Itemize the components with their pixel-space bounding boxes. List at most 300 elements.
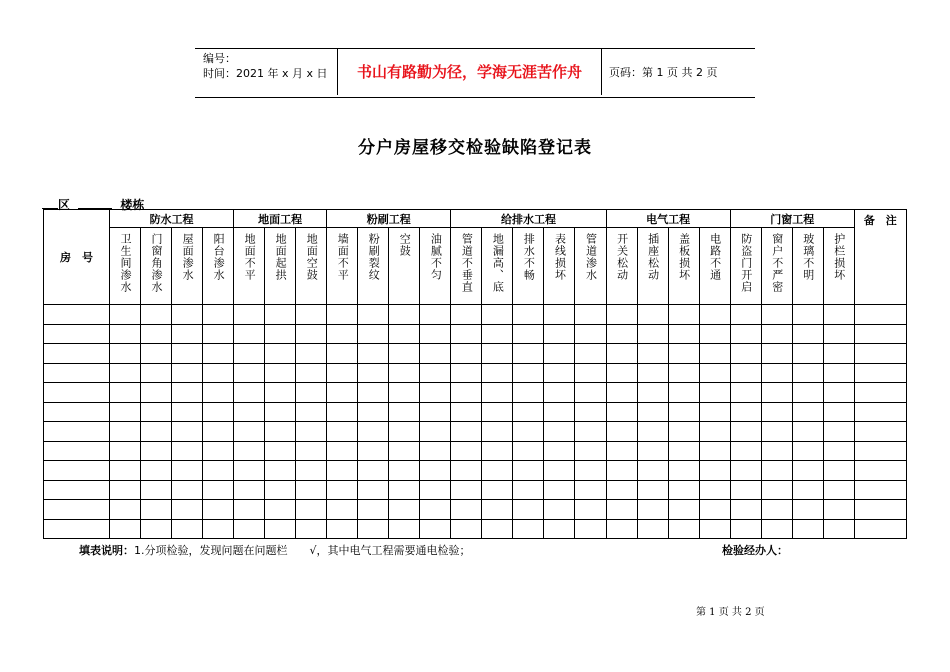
table-cell[interactable] xyxy=(482,305,513,325)
table-cell[interactable] xyxy=(544,441,575,461)
table-cell[interactable] xyxy=(110,402,141,422)
table-cell[interactable] xyxy=(792,461,823,481)
table-cell[interactable] xyxy=(44,383,110,403)
table-cell[interactable] xyxy=(482,363,513,383)
table-cell[interactable] xyxy=(513,519,544,539)
table-cell[interactable] xyxy=(44,305,110,325)
table-cell[interactable] xyxy=(389,363,420,383)
table-cell[interactable] xyxy=(234,480,265,500)
table-cell[interactable] xyxy=(358,344,389,364)
table-cell[interactable] xyxy=(482,344,513,364)
table-cell[interactable] xyxy=(606,441,637,461)
table-cell[interactable] xyxy=(420,480,451,500)
table-cell[interactable] xyxy=(482,519,513,539)
table-cell[interactable] xyxy=(451,324,482,344)
table-cell[interactable] xyxy=(451,402,482,422)
table-cell[interactable] xyxy=(668,383,699,403)
table-cell[interactable] xyxy=(513,500,544,520)
table-cell[interactable] xyxy=(203,500,234,520)
table-cell[interactable] xyxy=(761,519,792,539)
table-cell[interactable] xyxy=(420,422,451,442)
table-cell[interactable] xyxy=(668,344,699,364)
table-cell[interactable] xyxy=(668,402,699,422)
table-cell[interactable] xyxy=(637,500,668,520)
table-cell[interactable] xyxy=(668,519,699,539)
table-cell[interactable] xyxy=(575,324,606,344)
table-cell[interactable] xyxy=(110,500,141,520)
table-cell[interactable] xyxy=(668,363,699,383)
table-cell[interactable] xyxy=(668,480,699,500)
table-cell[interactable] xyxy=(265,519,296,539)
table-cell[interactable] xyxy=(296,324,327,344)
table-cell[interactable] xyxy=(265,344,296,364)
table-cell[interactable] xyxy=(389,402,420,422)
table-cell[interactable] xyxy=(823,500,854,520)
table-cell[interactable] xyxy=(792,500,823,520)
table-cell[interactable] xyxy=(141,383,172,403)
table-cell[interactable] xyxy=(327,305,358,325)
table-cell[interactable] xyxy=(637,402,668,422)
table-cell[interactable] xyxy=(606,363,637,383)
table-cell[interactable] xyxy=(110,363,141,383)
table-cell[interactable] xyxy=(234,383,265,403)
table-cell[interactable] xyxy=(482,422,513,442)
table-cell[interactable] xyxy=(668,500,699,520)
table-cell[interactable] xyxy=(44,344,110,364)
table-cell[interactable] xyxy=(110,324,141,344)
table-cell[interactable] xyxy=(265,480,296,500)
table-cell[interactable] xyxy=(854,480,906,500)
table-cell[interactable] xyxy=(296,402,327,422)
table-cell[interactable] xyxy=(544,461,575,481)
table-cell[interactable] xyxy=(358,441,389,461)
table-cell[interactable] xyxy=(637,461,668,481)
table-cell[interactable] xyxy=(110,344,141,364)
table-cell[interactable] xyxy=(761,500,792,520)
table-cell[interactable] xyxy=(358,422,389,442)
table-cell[interactable] xyxy=(327,480,358,500)
table-cell[interactable] xyxy=(172,461,203,481)
table-cell[interactable] xyxy=(637,324,668,344)
table-cell[interactable] xyxy=(606,500,637,520)
table-cell[interactable] xyxy=(265,500,296,520)
table-cell[interactable] xyxy=(792,383,823,403)
table-cell[interactable] xyxy=(420,461,451,481)
table-cell[interactable] xyxy=(761,383,792,403)
table-cell[interactable] xyxy=(420,402,451,422)
table-cell[interactable] xyxy=(358,383,389,403)
table-cell[interactable] xyxy=(854,461,906,481)
table-cell[interactable] xyxy=(823,305,854,325)
table-cell[interactable] xyxy=(110,422,141,442)
table-cell[interactable] xyxy=(482,461,513,481)
table-cell[interactable] xyxy=(823,480,854,500)
table-cell[interactable] xyxy=(854,383,906,403)
table-cell[interactable] xyxy=(854,500,906,520)
table-cell[interactable] xyxy=(854,441,906,461)
table-cell[interactable] xyxy=(389,500,420,520)
table-cell[interactable] xyxy=(730,324,761,344)
table-cell[interactable] xyxy=(265,383,296,403)
table-cell[interactable] xyxy=(699,324,730,344)
table-cell[interactable] xyxy=(327,363,358,383)
table-cell[interactable] xyxy=(420,305,451,325)
table-cell[interactable] xyxy=(668,422,699,442)
table-cell[interactable] xyxy=(203,363,234,383)
table-cell[interactable] xyxy=(761,363,792,383)
table-cell[interactable] xyxy=(234,422,265,442)
table-cell[interactable] xyxy=(389,422,420,442)
table-cell[interactable] xyxy=(730,344,761,364)
table-cell[interactable] xyxy=(792,363,823,383)
table-cell[interactable] xyxy=(544,500,575,520)
table-cell[interactable] xyxy=(358,324,389,344)
table-cell[interactable] xyxy=(420,519,451,539)
table-cell[interactable] xyxy=(606,422,637,442)
table-cell[interactable] xyxy=(389,480,420,500)
table-cell[interactable] xyxy=(172,402,203,422)
table-cell[interactable] xyxy=(141,324,172,344)
table-cell[interactable] xyxy=(730,422,761,442)
table-cell[interactable] xyxy=(544,363,575,383)
table-cell[interactable] xyxy=(44,461,110,481)
table-cell[interactable] xyxy=(358,402,389,422)
table-cell[interactable] xyxy=(792,324,823,344)
table-cell[interactable] xyxy=(513,363,544,383)
table-cell[interactable] xyxy=(668,441,699,461)
table-cell[interactable] xyxy=(482,441,513,461)
table-cell[interactable] xyxy=(451,344,482,364)
table-cell[interactable] xyxy=(637,441,668,461)
table-cell[interactable] xyxy=(699,402,730,422)
table-cell[interactable] xyxy=(265,363,296,383)
building-blank[interactable] xyxy=(78,197,112,209)
table-cell[interactable] xyxy=(854,519,906,539)
table-cell[interactable] xyxy=(482,402,513,422)
table-cell[interactable] xyxy=(296,461,327,481)
table-cell[interactable] xyxy=(823,363,854,383)
table-cell[interactable] xyxy=(296,344,327,364)
table-cell[interactable] xyxy=(265,305,296,325)
table-cell[interactable] xyxy=(575,519,606,539)
table-cell[interactable] xyxy=(668,324,699,344)
table-cell[interactable] xyxy=(606,461,637,481)
table-cell[interactable] xyxy=(358,305,389,325)
table-cell[interactable] xyxy=(234,519,265,539)
table-cell[interactable] xyxy=(141,480,172,500)
table-cell[interactable] xyxy=(823,422,854,442)
table-cell[interactable] xyxy=(761,324,792,344)
table-cell[interactable] xyxy=(420,441,451,461)
table-cell[interactable] xyxy=(172,500,203,520)
table-cell[interactable] xyxy=(420,383,451,403)
table-cell[interactable] xyxy=(44,422,110,442)
table-cell[interactable] xyxy=(761,344,792,364)
table-cell[interactable] xyxy=(482,324,513,344)
table-cell[interactable] xyxy=(513,402,544,422)
table-cell[interactable] xyxy=(327,402,358,422)
table-cell[interactable] xyxy=(234,344,265,364)
table-cell[interactable] xyxy=(699,461,730,481)
table-cell[interactable] xyxy=(575,383,606,403)
table-cell[interactable] xyxy=(296,422,327,442)
table-cell[interactable] xyxy=(296,441,327,461)
table-cell[interactable] xyxy=(451,422,482,442)
table-cell[interactable] xyxy=(110,383,141,403)
table-cell[interactable] xyxy=(823,344,854,364)
table-cell[interactable] xyxy=(172,383,203,403)
table-cell[interactable] xyxy=(451,500,482,520)
table-cell[interactable] xyxy=(854,422,906,442)
table-cell[interactable] xyxy=(575,500,606,520)
table-cell[interactable] xyxy=(44,441,110,461)
table-cell[interactable] xyxy=(234,363,265,383)
table-cell[interactable] xyxy=(358,519,389,539)
table-cell[interactable] xyxy=(296,383,327,403)
table-cell[interactable] xyxy=(296,480,327,500)
table-cell[interactable] xyxy=(44,480,110,500)
table-cell[interactable] xyxy=(389,461,420,481)
table-cell[interactable] xyxy=(327,519,358,539)
table-cell[interactable] xyxy=(792,344,823,364)
table-cell[interactable] xyxy=(854,305,906,325)
table-cell[interactable] xyxy=(730,500,761,520)
table-cell[interactable] xyxy=(761,422,792,442)
table-cell[interactable] xyxy=(203,519,234,539)
table-cell[interactable] xyxy=(234,402,265,422)
table-cell[interactable] xyxy=(575,441,606,461)
table-cell[interactable] xyxy=(420,363,451,383)
table-cell[interactable] xyxy=(637,363,668,383)
table-cell[interactable] xyxy=(172,344,203,364)
table-cell[interactable] xyxy=(761,441,792,461)
table-cell[interactable] xyxy=(513,344,544,364)
table-cell[interactable] xyxy=(606,402,637,422)
table-cell[interactable] xyxy=(606,383,637,403)
table-cell[interactable] xyxy=(513,422,544,442)
table-cell[interactable] xyxy=(637,480,668,500)
table-cell[interactable] xyxy=(482,500,513,520)
table-cell[interactable] xyxy=(141,461,172,481)
table-cell[interactable] xyxy=(730,383,761,403)
table-cell[interactable] xyxy=(265,441,296,461)
table-cell[interactable] xyxy=(544,422,575,442)
table-cell[interactable] xyxy=(854,402,906,422)
district-blank[interactable] xyxy=(42,197,58,209)
table-cell[interactable] xyxy=(141,500,172,520)
table-cell[interactable] xyxy=(854,324,906,344)
table-cell[interactable] xyxy=(172,324,203,344)
table-cell[interactable] xyxy=(730,305,761,325)
table-cell[interactable] xyxy=(699,480,730,500)
table-cell[interactable] xyxy=(327,500,358,520)
table-cell[interactable] xyxy=(110,441,141,461)
table-cell[interactable] xyxy=(44,402,110,422)
table-cell[interactable] xyxy=(668,461,699,481)
table-cell[interactable] xyxy=(172,422,203,442)
table-cell[interactable] xyxy=(513,480,544,500)
table-cell[interactable] xyxy=(203,461,234,481)
table-cell[interactable] xyxy=(172,363,203,383)
table-cell[interactable] xyxy=(110,480,141,500)
table-cell[interactable] xyxy=(44,519,110,539)
table-cell[interactable] xyxy=(141,305,172,325)
table-cell[interactable] xyxy=(358,480,389,500)
table-cell[interactable] xyxy=(141,422,172,442)
table-cell[interactable] xyxy=(327,441,358,461)
table-cell[interactable] xyxy=(823,441,854,461)
table-cell[interactable] xyxy=(234,324,265,344)
table-cell[interactable] xyxy=(637,422,668,442)
table-cell[interactable] xyxy=(358,461,389,481)
table-cell[interactable] xyxy=(544,383,575,403)
table-cell[interactable] xyxy=(389,519,420,539)
table-cell[interactable] xyxy=(823,402,854,422)
table-cell[interactable] xyxy=(606,480,637,500)
table-cell[interactable] xyxy=(141,402,172,422)
table-cell[interactable] xyxy=(451,461,482,481)
table-cell[interactable] xyxy=(637,519,668,539)
table-cell[interactable] xyxy=(699,344,730,364)
table-cell[interactable] xyxy=(761,461,792,481)
table-cell[interactable] xyxy=(823,519,854,539)
table-cell[interactable] xyxy=(792,402,823,422)
table-cell[interactable] xyxy=(699,441,730,461)
table-cell[interactable] xyxy=(203,305,234,325)
table-cell[interactable] xyxy=(482,480,513,500)
table-cell[interactable] xyxy=(172,441,203,461)
table-cell[interactable] xyxy=(327,461,358,481)
table-cell[interactable] xyxy=(44,363,110,383)
table-cell[interactable] xyxy=(203,422,234,442)
table-cell[interactable] xyxy=(389,324,420,344)
table-cell[interactable] xyxy=(358,500,389,520)
table-cell[interactable] xyxy=(234,500,265,520)
table-cell[interactable] xyxy=(389,305,420,325)
table-cell[interactable] xyxy=(389,441,420,461)
table-cell[interactable] xyxy=(44,500,110,520)
table-cell[interactable] xyxy=(451,519,482,539)
table-cell[interactable] xyxy=(699,519,730,539)
table-cell[interactable] xyxy=(575,305,606,325)
table-cell[interactable] xyxy=(141,344,172,364)
table-cell[interactable] xyxy=(575,422,606,442)
table-cell[interactable] xyxy=(575,402,606,422)
table-cell[interactable] xyxy=(730,519,761,539)
table-cell[interactable] xyxy=(668,305,699,325)
table-cell[interactable] xyxy=(792,480,823,500)
table-cell[interactable] xyxy=(389,383,420,403)
table-cell[interactable] xyxy=(575,363,606,383)
table-cell[interactable] xyxy=(637,305,668,325)
table-cell[interactable] xyxy=(296,519,327,539)
table-cell[interactable] xyxy=(203,383,234,403)
table-cell[interactable] xyxy=(110,519,141,539)
table-cell[interactable] xyxy=(792,305,823,325)
table-cell[interactable] xyxy=(172,305,203,325)
table-cell[interactable] xyxy=(296,363,327,383)
table-cell[interactable] xyxy=(358,363,389,383)
table-cell[interactable] xyxy=(420,500,451,520)
table-cell[interactable] xyxy=(575,344,606,364)
table-cell[interactable] xyxy=(606,324,637,344)
table-cell[interactable] xyxy=(420,344,451,364)
table-cell[interactable] xyxy=(234,305,265,325)
table-cell[interactable] xyxy=(761,480,792,500)
table-cell[interactable] xyxy=(265,461,296,481)
table-cell[interactable] xyxy=(761,402,792,422)
table-cell[interactable] xyxy=(544,402,575,422)
table-cell[interactable] xyxy=(730,441,761,461)
table-cell[interactable] xyxy=(823,461,854,481)
table-cell[interactable] xyxy=(606,519,637,539)
table-cell[interactable] xyxy=(637,383,668,403)
table-cell[interactable] xyxy=(420,324,451,344)
table-cell[interactable] xyxy=(451,441,482,461)
table-cell[interactable] xyxy=(544,324,575,344)
table-cell[interactable] xyxy=(296,305,327,325)
table-cell[interactable] xyxy=(730,402,761,422)
table-cell[interactable] xyxy=(544,480,575,500)
table-cell[interactable] xyxy=(699,305,730,325)
table-cell[interactable] xyxy=(172,480,203,500)
table-cell[interactable] xyxy=(513,305,544,325)
table-cell[interactable] xyxy=(761,305,792,325)
table-cell[interactable] xyxy=(234,441,265,461)
table-cell[interactable] xyxy=(730,363,761,383)
table-cell[interactable] xyxy=(544,305,575,325)
table-cell[interactable] xyxy=(699,422,730,442)
table-cell[interactable] xyxy=(792,422,823,442)
table-cell[interactable] xyxy=(203,480,234,500)
table-cell[interactable] xyxy=(265,402,296,422)
table-cell[interactable] xyxy=(513,383,544,403)
table-cell[interactable] xyxy=(699,383,730,403)
table-cell[interactable] xyxy=(141,363,172,383)
table-cell[interactable] xyxy=(823,383,854,403)
table-cell[interactable] xyxy=(451,383,482,403)
table-cell[interactable] xyxy=(575,461,606,481)
table-cell[interactable] xyxy=(265,422,296,442)
table-cell[interactable] xyxy=(854,344,906,364)
table-cell[interactable] xyxy=(44,324,110,344)
table-cell[interactable] xyxy=(451,363,482,383)
table-cell[interactable] xyxy=(637,344,668,364)
table-cell[interactable] xyxy=(172,519,203,539)
table-cell[interactable] xyxy=(327,344,358,364)
table-cell[interactable] xyxy=(296,500,327,520)
table-cell[interactable] xyxy=(265,324,296,344)
table-cell[interactable] xyxy=(141,519,172,539)
table-cell[interactable] xyxy=(451,480,482,500)
table-cell[interactable] xyxy=(110,461,141,481)
table-cell[interactable] xyxy=(327,383,358,403)
table-cell[interactable] xyxy=(575,480,606,500)
table-cell[interactable] xyxy=(606,344,637,364)
table-cell[interactable] xyxy=(203,402,234,422)
table-cell[interactable] xyxy=(699,363,730,383)
table-cell[interactable] xyxy=(730,480,761,500)
table-cell[interactable] xyxy=(544,519,575,539)
table-cell[interactable] xyxy=(203,324,234,344)
table-cell[interactable] xyxy=(544,344,575,364)
table-cell[interactable] xyxy=(327,324,358,344)
table-cell[interactable] xyxy=(234,461,265,481)
table-cell[interactable] xyxy=(203,344,234,364)
table-cell[interactable] xyxy=(792,519,823,539)
table-cell[interactable] xyxy=(513,441,544,461)
table-cell[interactable] xyxy=(110,305,141,325)
